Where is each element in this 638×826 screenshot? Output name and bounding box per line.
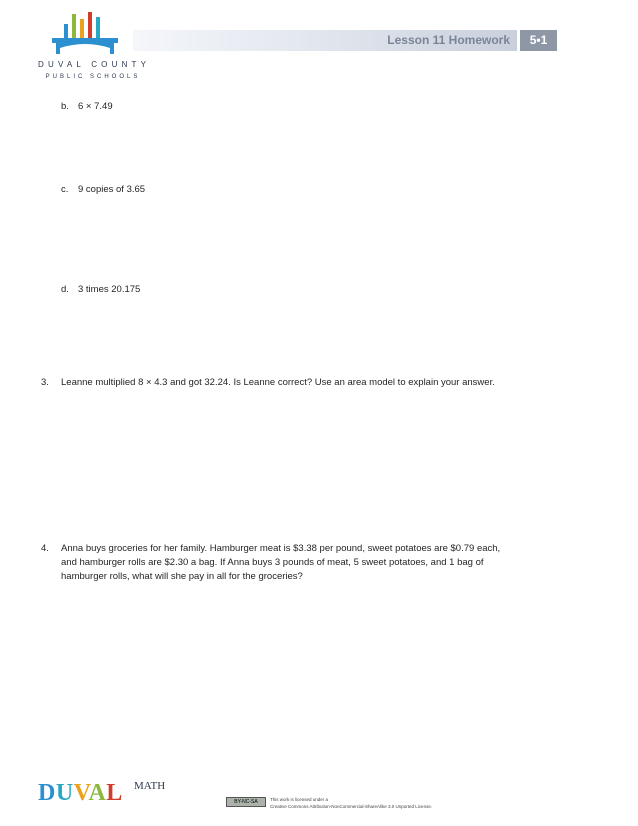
duval-county-logo: [46, 10, 132, 66]
org-name-line2: PUBLIC SCHOOLS: [45, 74, 141, 80]
problem-c: [0, 183, 638, 197]
problem-text-line: hamburger rolls, what will she pay in all for the groceries?: [61, 571, 303, 582]
footer-letter: D: [38, 780, 56, 806]
problem-label: d.: [61, 284, 69, 295]
license-text-line2: Creative Commons Attribution-NonCommercial-ShareAlike 3.0 Unported License.: [270, 804, 433, 809]
license-text-line1: This work is licensed under a: [270, 797, 329, 802]
lesson-title: Lesson 11 Homework: [387, 33, 510, 47]
problem-text: 9 copies of 3.65: [78, 184, 146, 195]
footer-math-label: MATH: [134, 780, 166, 792]
footer-letter: U: [55, 780, 74, 806]
problem-label: b.: [61, 101, 69, 112]
problem-text-line: Leanne multiplied 8 × 4.3 and got 32.24. Is Leanne correct? Use an area model to explain your answer.: [61, 377, 495, 388]
problem-text-line: and hamburger rolls are $2.30 a bag. If Anna buys 3 pounds of meat, 5 sweet potatoes, and 1 bag of: [61, 557, 484, 568]
problem-text-line: Anna buys groceries for her family. Hamburger meat is $3.38 per pound, sweet potatoes are $0.79 each,: [61, 543, 501, 554]
creative-commons-badge: BY-NC-SA: [226, 797, 266, 807]
problem-b: [0, 100, 638, 114]
problem-number: 4.: [41, 543, 49, 554]
problem-label: c.: [61, 184, 69, 195]
grade-badge: 5•1: [520, 30, 557, 51]
problem-3: [0, 376, 638, 390]
problem-d: [0, 283, 638, 297]
footer-letter: V: [73, 780, 89, 806]
problem-text: 6 × 7.49: [78, 101, 113, 112]
problem-text: 3 times 20.175: [78, 284, 141, 295]
org-name-line1: DUVAL COUNTY: [38, 60, 151, 69]
problem-number: 3.: [41, 377, 49, 388]
footer-letter: A: [88, 780, 107, 806]
footer-letter: L: [106, 780, 123, 806]
problem-4: [0, 542, 638, 584]
footer-duval-logo: [38, 780, 123, 807]
